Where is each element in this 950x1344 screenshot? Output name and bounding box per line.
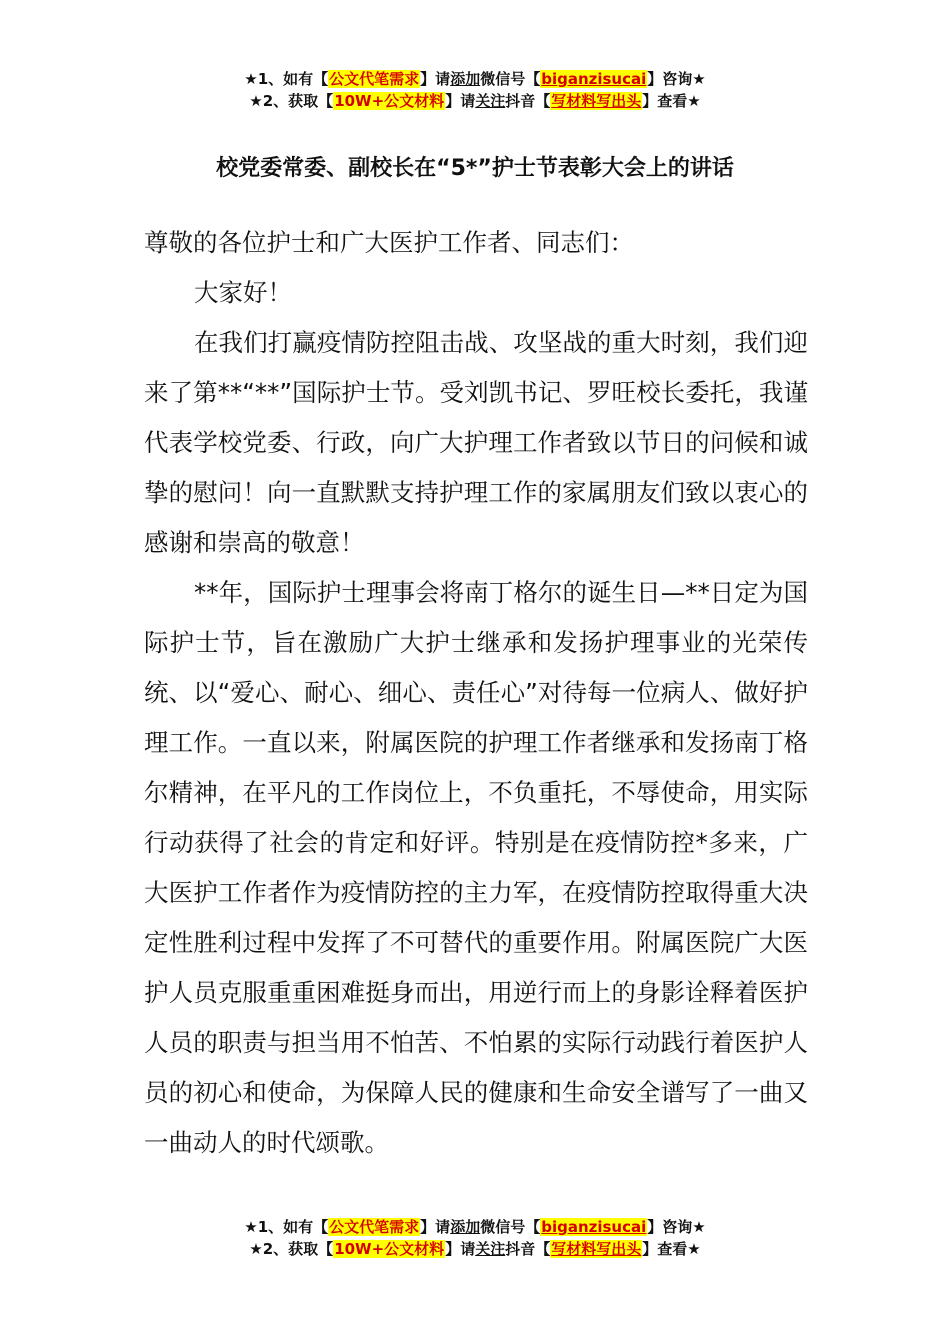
wechat-id-highlight: biganzisucai <box>541 70 647 88</box>
greeting: 大家好！ <box>194 278 292 307</box>
bottom-promo-banner <box>0 1216 950 1260</box>
add-emphasis: 添加 <box>450 70 481 88</box>
follow-emphasis: 关注 <box>475 92 506 110</box>
top-promo-line-1: ★1、如有【公文代笔需求】请添加微信号【biganzisucai】咨询★ <box>244 70 706 88</box>
top-promo-line-2: ★2、获取【10W+公文材料】请关注抖音【写材料写出头】查看★ <box>249 92 701 110</box>
paragraph-2: **年，国际护士理事会将南丁格尔的诞生日—**日定为国际护士节，旨在激励广大护士继承和发扬护理事业的光荣传统、以“爱心、耐心、细心、责任心”对待每一位病人、做好护理工作。一直以来，附属医院的护理工作者继承和发扬南丁格尔精神，在平凡的工作岗位上，不负重托，不辱使命，用实际行动获得了社会的肯定和好评。特别是在疫情防控*多来，广大医护工作者作为疫情防控的主力军，在疫情防控取得重大决定性胜利过程中发挥了不可替代的重要作用。附属医院广大医护人员克服重重困难挺身而出，用逆行而上的身影诠释着医护人员的职责与担当用不怕苦、不怕累的实际行动践行着医护人员的初心和使命，为保障人民的健康和生命安全谱写了一曲又一曲动人的时代颂歌。 <box>144 578 808 1157</box>
douyin-account-highlight: 写材料写出头 <box>551 1240 642 1258</box>
materials-highlight: 10W+公文材料 <box>334 92 445 110</box>
paragraph-1: 在我们打赢疫情防控阻击战、攻坚战的重大时刻，我们迎来了第**“**”国际护士节。受刘凯书记、罗旺校长委托，我谨代表学校党委、行政，向广大护理工作者致以节日的问候和诚挚的慰问！向一直默默支持护理工作的家属朋友们致以衷心的感谢和崇高的敬意！ <box>144 328 808 557</box>
materials-highlight: 10W+公文材料 <box>334 1240 445 1258</box>
bottom-promo-line-1: ★1、如有【公文代笔需求】请添加微信号【biganzisucai】咨询★ <box>244 1218 706 1236</box>
bottom-promo-line-2: ★2、获取【10W+公文材料】请关注抖音【写材料写出头】查看★ <box>249 1240 701 1258</box>
document-title: 校党委常委、副校长在“5*”护士节表彰大会上的讲话 <box>216 156 734 181</box>
douyin-account-highlight: 写材料写出头 <box>551 92 642 110</box>
salutation: 尊敬的各位护士和广大医护工作者、同志们： <box>144 228 634 257</box>
add-emphasis: 添加 <box>450 1218 481 1236</box>
wechat-id-highlight: biganzisucai <box>541 1218 647 1236</box>
ghostwriting-highlight: 公文代笔需求 <box>329 1218 420 1236</box>
document-body <box>144 218 808 1168</box>
top-promo-banner <box>0 68 950 112</box>
ghostwriting-highlight: 公文代笔需求 <box>329 70 420 88</box>
follow-emphasis: 关注 <box>475 1240 506 1258</box>
